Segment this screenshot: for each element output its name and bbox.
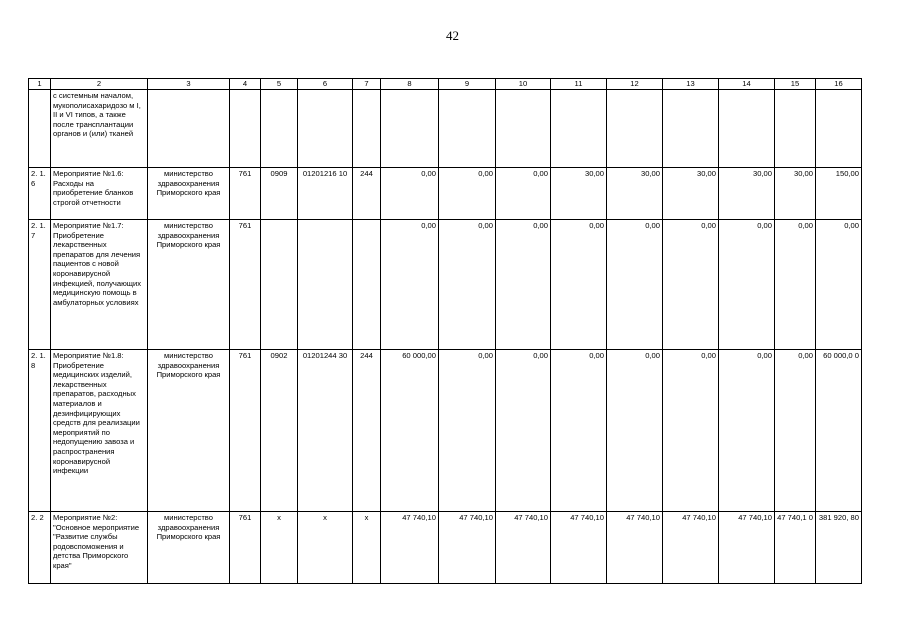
section-code: x (261, 512, 298, 584)
value-cell: 30,00 (719, 168, 775, 220)
expense-type-code: 244 (353, 168, 381, 220)
total-cell: 0,00 (816, 220, 862, 350)
section-code: 0902 (261, 350, 298, 512)
value-cell: 0,00 (439, 350, 496, 512)
target-article-code (298, 220, 353, 350)
grbs-code: 761 (230, 220, 261, 350)
column-header: 5 (261, 79, 298, 90)
total-cell: 60 000,0 0 (816, 350, 862, 512)
value-cell (663, 90, 719, 168)
value-cell: 47 740,10 (381, 512, 439, 584)
column-header: 2 (51, 79, 148, 90)
expense-type-code (353, 220, 381, 350)
expense-type-code: x (353, 512, 381, 584)
value-cell: 0,00 (551, 350, 607, 512)
value-cell: 0,00 (719, 220, 775, 350)
value-cell (719, 90, 775, 168)
column-header: 4 (230, 79, 261, 90)
budget-table (28, 78, 862, 584)
value-cell: 0,00 (439, 168, 496, 220)
table-row (29, 350, 862, 512)
value-cell: 0,00 (607, 350, 663, 512)
activity-name: Мероприятие №2: "Основное мероприятие "Развитие службы родовспоможения и детства Приморского края" (51, 512, 148, 584)
grbs-code (230, 90, 261, 168)
grbs-code: 761 (230, 168, 261, 220)
value-cell (439, 90, 496, 168)
value-cell: 60 000,00 (381, 350, 439, 512)
row-number: 2. 1. 8 (29, 350, 51, 512)
value-cell: 0,00 (719, 350, 775, 512)
value-cell: 47 740,10 (551, 512, 607, 584)
column-header: 1 (29, 79, 51, 90)
row-number (29, 90, 51, 168)
value-cell: 0,00 (607, 220, 663, 350)
target-article-code: x (298, 512, 353, 584)
value-cell: 0,00 (496, 220, 551, 350)
value-cell: 47 740,10 (496, 512, 551, 584)
activity-name: с системным началом, мукополисахаридозо м I, II и VI типов, а также после трансплантации органов и (или) тканей (51, 90, 148, 168)
column-header: 13 (663, 79, 719, 90)
expense-type-code: 244 (353, 350, 381, 512)
executor: министерство здравоохранения Приморского края (148, 220, 230, 350)
value-cell (775, 90, 816, 168)
column-header: 6 (298, 79, 353, 90)
value-cell: 0,00 (775, 350, 816, 512)
column-header: 9 (439, 79, 496, 90)
column-header: 11 (551, 79, 607, 90)
column-header: 8 (381, 79, 439, 90)
executor: министерство здравоохранения Приморского края (148, 512, 230, 584)
column-header: 3 (148, 79, 230, 90)
table-row (29, 168, 862, 220)
value-cell: 47 740,10 (719, 512, 775, 584)
value-cell: 0,00 (496, 350, 551, 512)
value-cell: 47 740,1 0 (775, 512, 816, 584)
executor: министерство здравоохранения Приморского края (148, 168, 230, 220)
page-number: 42 (446, 28, 459, 43)
table-row (29, 512, 862, 584)
value-cell (607, 90, 663, 168)
column-header: 16 (816, 79, 862, 90)
column-header: 15 (775, 79, 816, 90)
table-row (29, 220, 862, 350)
row-number: 2. 1. 7 (29, 220, 51, 350)
expense-type-code (353, 90, 381, 168)
value-cell: 0,00 (663, 350, 719, 512)
target-article-code (298, 90, 353, 168)
value-cell: 30,00 (775, 168, 816, 220)
table-row (29, 90, 862, 168)
row-number: 2. 2 (29, 512, 51, 584)
value-cell: 47 740,10 (439, 512, 496, 584)
value-cell (551, 90, 607, 168)
value-cell: 0,00 (496, 168, 551, 220)
value-cell (381, 90, 439, 168)
value-cell: 0,00 (381, 220, 439, 350)
grbs-code: 761 (230, 512, 261, 584)
value-cell: 0,00 (775, 220, 816, 350)
value-cell: 30,00 (663, 168, 719, 220)
total-cell: 150,00 (816, 168, 862, 220)
value-cell: 30,00 (607, 168, 663, 220)
value-cell: 47 740,10 (663, 512, 719, 584)
target-article-code: 01201244 30 (298, 350, 353, 512)
value-cell (496, 90, 551, 168)
activity-name: Мероприятие №1.7: Приобретение лекарственных препаратов для лечения пациентов с новой коронавирусной инфекцией, получающих медицинскую помощь в амбулаторных условиях (51, 220, 148, 350)
value-cell: 0,00 (439, 220, 496, 350)
column-header: 14 (719, 79, 775, 90)
executor: министерство здравоохранения Приморского края (148, 350, 230, 512)
section-code (261, 90, 298, 168)
grbs-code: 761 (230, 350, 261, 512)
activity-name: Мероприятие №1.8: Приобретение медицинских изделий, лекарственных препаратов, расходных материалов и дезинфицирующих средств для реализации мероприятий по недопущению завоза и распространения коронавирусной инфекции (51, 350, 148, 512)
total-cell: 381 920, 80 (816, 512, 862, 584)
column-header: 12 (607, 79, 663, 90)
section-code (261, 220, 298, 350)
section-code: 0909 (261, 168, 298, 220)
value-cell: 0,00 (381, 168, 439, 220)
value-cell: 0,00 (663, 220, 719, 350)
row-number: 2. 1. 6 (29, 168, 51, 220)
total-cell (816, 90, 862, 168)
column-header: 10 (496, 79, 551, 90)
header-row (29, 79, 862, 90)
target-article-code: 01201216 10 (298, 168, 353, 220)
executor (148, 90, 230, 168)
column-header: 7 (353, 79, 381, 90)
activity-name: Мероприятие №1.6: Расходы на приобретение бланков строгой отчетности (51, 168, 148, 220)
value-cell: 47 740,10 (607, 512, 663, 584)
value-cell: 0,00 (551, 220, 607, 350)
value-cell: 30,00 (551, 168, 607, 220)
